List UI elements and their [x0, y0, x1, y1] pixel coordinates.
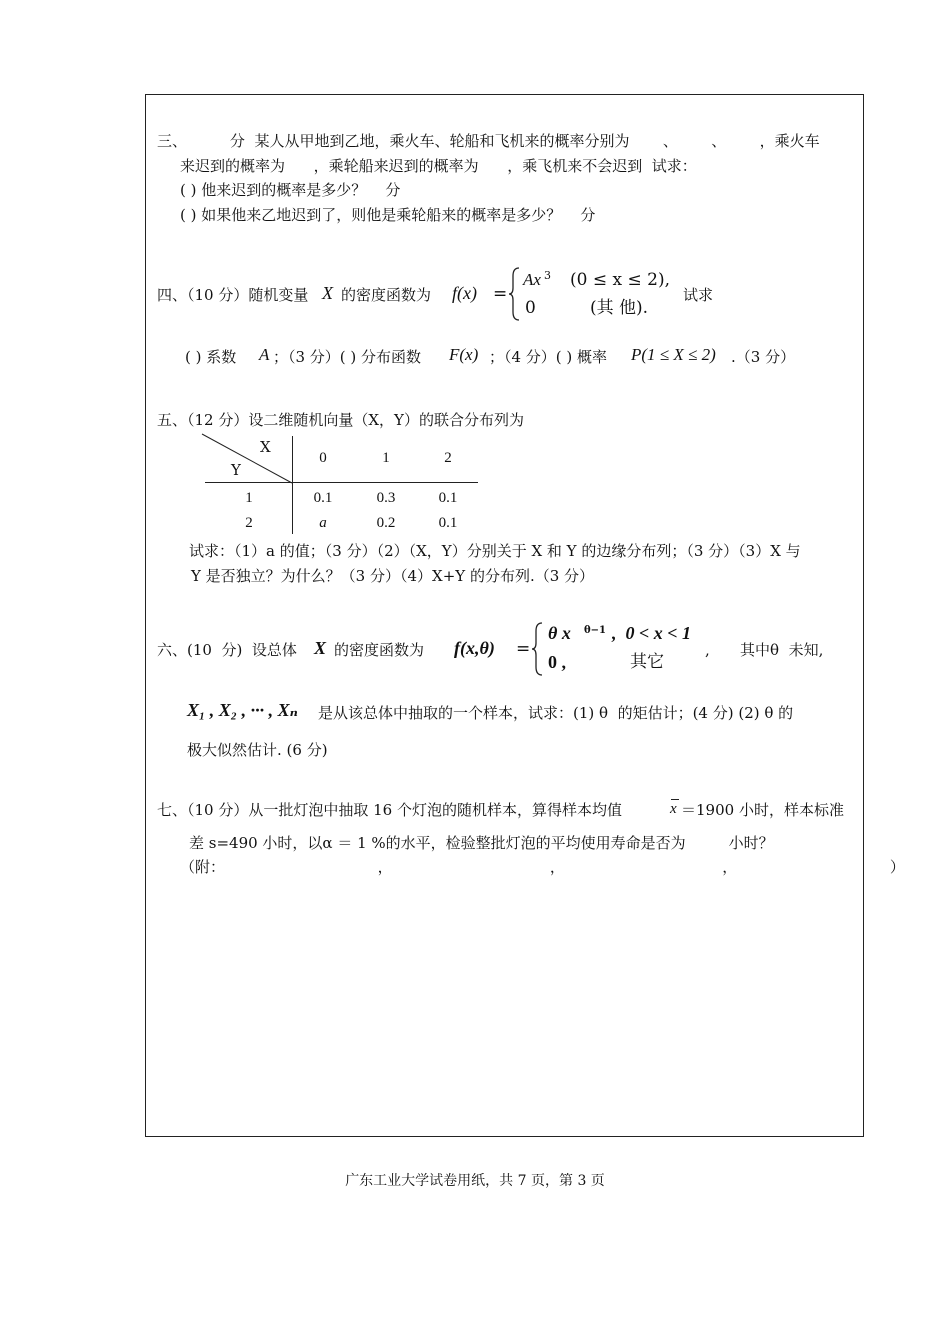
q6-fx: f(x,θ)	[454, 638, 495, 658]
q4-case1-exp: 3	[544, 269, 551, 282]
q4-prefix: 四、（10 分）随机变量	[157, 286, 309, 304]
q4-eq: =	[493, 284, 508, 304]
q6-line2: 是从该总体中抽取的一个样本，试求：(1) θ 的矩估计；(4 分) (2) θ 的	[318, 704, 794, 722]
q7-line3: （附： ， ， ， ）	[180, 858, 905, 876]
q6-case2: 0 ,	[548, 652, 566, 672]
q5-head-x: X	[260, 438, 271, 456]
q4-Fx: F(x)	[449, 345, 479, 364]
q4-req-b-pts: ；（4 分）( ) 概率	[489, 348, 608, 366]
q4-fx: f(x)	[452, 283, 477, 303]
q7-line1a: 七、（10 分）从一批灯泡中抽取 16 个灯泡的随机样本，算得样本均值	[157, 801, 622, 819]
q5-vertical-rule	[292, 436, 293, 534]
q5-horizontal-rule	[205, 482, 478, 483]
q6-eq: =	[516, 639, 531, 659]
q3-line1: 三、 分 某人从甲地到乙地，乘火车、轮船和飞机来的概率分别为 、 、 ，乘火车	[157, 132, 820, 150]
q4-brace	[507, 266, 521, 322]
q5-col-0: 0	[319, 450, 327, 466]
q5-cell-2-2: 0.1	[438, 515, 458, 531]
q6-case1-cond: , 0 < x < 1	[612, 623, 692, 643]
q6-brace	[530, 621, 544, 677]
q5-req2: Y 是否独立？为什么？（3 分）（4）X+Y 的分布列.（3 分）	[191, 567, 595, 585]
q6-case1-exp: θ−1	[584, 625, 607, 636]
q3-sub2: ( ) 如果他来乙地迟到了，则他是乘轮船来的概率是多少？ 分	[180, 206, 596, 224]
q5-cell-1-2: 0.1	[438, 490, 458, 506]
q6-mid: 的密度函数为	[334, 641, 425, 659]
q4-case1-expr: Ax	[523, 270, 541, 289]
q4-req-c-pts: .（3 分）	[731, 348, 796, 366]
q6-prefix: 六、(10 分) 设总体	[157, 641, 297, 659]
q4-var-x: X	[322, 283, 333, 303]
q5-cell-2-1: 0.2	[376, 515, 396, 531]
q5-row1-y: 1	[245, 490, 253, 506]
q6-sample: X₁ , X₂ , ··· , Xₙ	[187, 700, 298, 720]
q5-head-y: Y	[231, 461, 241, 479]
q6-comma: ,	[705, 641, 710, 659]
q4-req-a: ( ) 系数	[185, 348, 237, 366]
q6-case1: θ x	[548, 623, 571, 643]
exam-frame	[145, 94, 864, 1137]
q6-var-x: X	[314, 638, 327, 658]
q6-line3: 极大似然估计. (6 分)	[187, 741, 328, 759]
q4-suffix: 试求	[683, 286, 714, 304]
q7-xbar: x	[670, 801, 677, 817]
q4-req-a-pts: ；（3 分）( ) 分布函数	[273, 348, 422, 366]
q4-A: A	[259, 345, 270, 364]
q5-title: 五、（12 分）设二维随机向量（X，Y）的联合分布列为	[157, 411, 524, 429]
q3-line2: 来迟到的概率为 ，乘轮船来迟到的概率为 ，乘飞机来不会迟到 试求：	[180, 157, 697, 175]
q6-suffix: 其中θ 未知,	[740, 641, 824, 659]
q5-col-1: 1	[382, 450, 390, 466]
q7-line2: 差 s=490 小时，以α ＝ 1 %的水平，检验整批灯泡的平均使用寿命是否为 小时？	[189, 834, 774, 852]
q5-cell-1-0: 0.1	[313, 490, 333, 506]
q5-row2-y: 2	[245, 515, 253, 531]
q5-cell-1-1: 0.3	[376, 490, 396, 506]
q4-case2-expr: 0	[525, 298, 536, 318]
q5-col-2: 2	[444, 450, 452, 466]
q3-sub1: ( ) 他来迟到的概率是多少？ 分	[180, 181, 401, 199]
q5-cell-2-0: a	[319, 515, 327, 531]
q4-mid: 的密度函数为	[341, 286, 432, 304]
q6-case2-cond: 其它	[630, 652, 664, 672]
q4-case1-cond: (0 ≤ x ≤ 2),	[570, 270, 670, 290]
q7-line1b: ＝1900 小时，样本标准	[681, 801, 844, 819]
q5-req1: 试求：（1）a 的值；（3 分）（2）（X，Y）分别关于 X 和 Y 的边缘分布列；（3 分）（3）X 与	[189, 542, 801, 560]
q5-diagonal	[200, 433, 295, 485]
q4-Pexpr: P(1 ≤ X ≤ 2)	[631, 345, 716, 364]
q4-case2-cond: (其 他).	[590, 298, 649, 318]
page-footer: 广东工业大学试卷用纸，共 7 页，第 3 页	[345, 1173, 605, 1189]
